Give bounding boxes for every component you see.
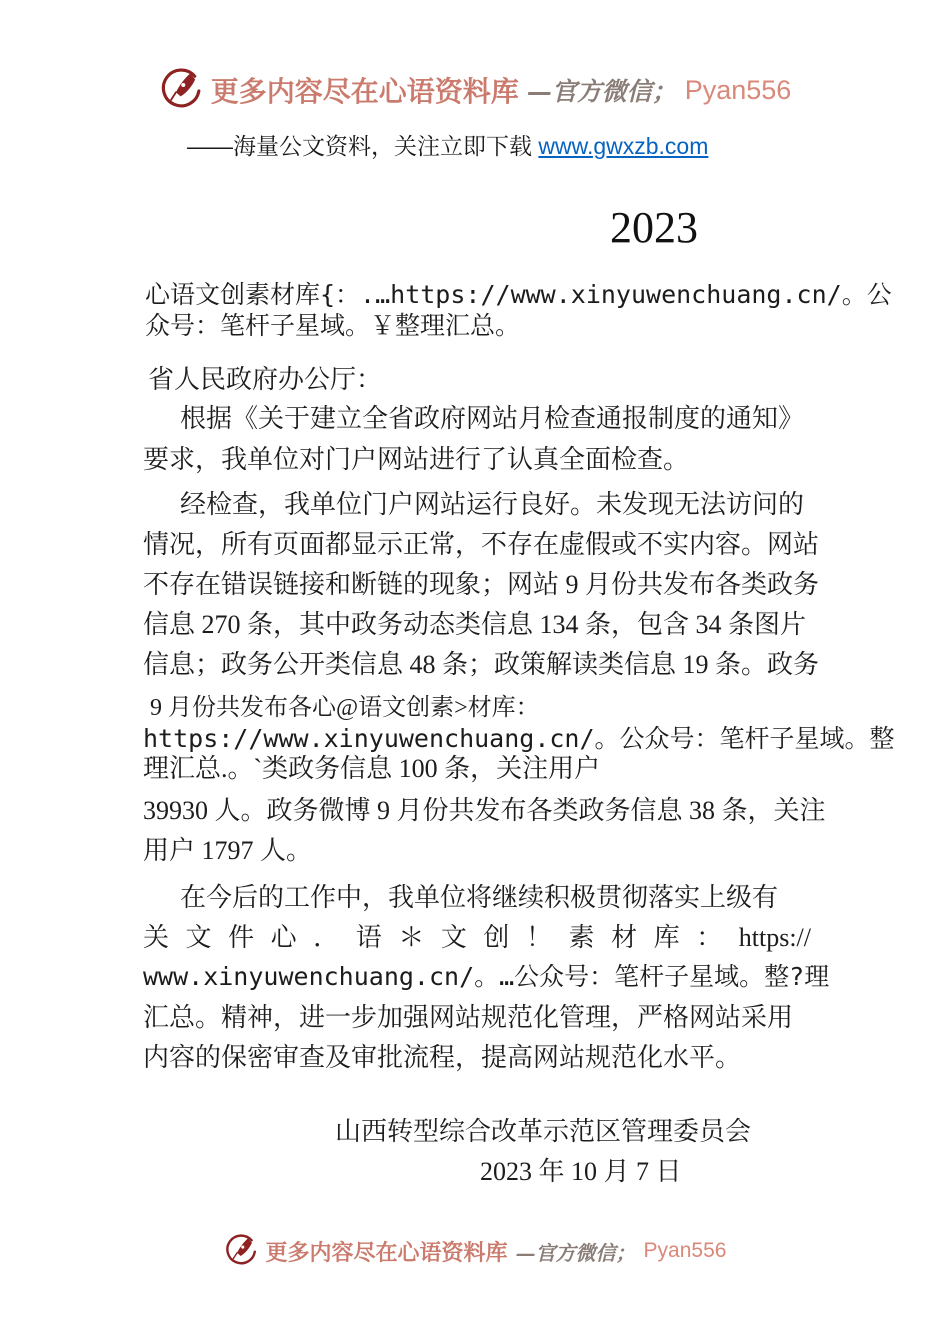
download-line-prefix: ——海量公文资料，关注立即下载	[187, 133, 539, 159]
promo-script-text: —官方微信；	[515, 1240, 636, 1265]
watermark-line-5: 关 文 件 心 ． 语 ＊ 文 创 ！ 素 材 库 ： https://	[143, 923, 811, 952]
header-promo-banner	[0, 68, 950, 112]
body-line: 用户 1797 人。	[143, 836, 313, 865]
body-line: 内容的保密审查及审批流程，提高网站规范化水平。	[143, 1043, 742, 1072]
body-line: 信息 270 条，其中政务动态类信息 134 条，包含 34 条图片	[143, 610, 807, 639]
body-line: 理汇总.。`类政务信息 100 条，关注用户	[143, 754, 601, 783]
footer-promo-banner	[0, 1234, 950, 1268]
body-line: 要求，我单位对门户网站进行了认真全面检查。	[143, 445, 690, 474]
body-line: 39930 人。政务微博 9 月份共发布各类政务信息 38 条，关注	[143, 796, 826, 825]
salutation-line: 省人民政府办公厅：	[148, 365, 383, 394]
promo-script-text: —官方微信；	[526, 77, 677, 106]
watermark-line-6: www.xinyuwenchuang.cn/。…公众号：笔杆子星域。整?理	[143, 962, 830, 991]
download-link[interactable]: www.gwxzb.com	[538, 133, 709, 159]
body-line: 情况，所有页面都显示正常，不存在虚假或不实内容。网站	[143, 530, 820, 559]
pen-nib-circle-logo-icon	[224, 1234, 258, 1268]
body-line: 信息；政务公开类信息 48 条；政策解读类信息 19 条。政务	[143, 650, 820, 679]
body-line: 经检查，我单位门户网站运行良好。未发现无法访问的	[180, 490, 805, 519]
signature-date: 2023 年 10 月 7 日	[480, 1157, 682, 1186]
body-line: 在今后的工作中，我单位将继续积极贯彻落实上级有	[180, 883, 779, 912]
page-title: 2023	[610, 203, 698, 252]
body-line: 汇总。精神，进一步加强网站规范化管理，严格网站采用	[143, 1003, 794, 1032]
watermark-line-2: 众号：笔杆子星域。￥整理汇总。	[145, 311, 521, 340]
promo-brand-text: 更多内容尽在心语资料库	[265, 1239, 508, 1265]
promo-wechat-id: Pyan556	[643, 1239, 727, 1262]
pen-nib-circle-logo-icon	[159, 68, 203, 112]
body-line: 根据《关于建立全省政府网站月检查通报制度的通知》	[180, 404, 805, 433]
watermark-line-3: 9 月份共发布各心@语文创素>材库：	[150, 695, 540, 721]
watermark-line-1: 心语文创素材库{：.…https://www.xinyuwenchuang.cn/。公	[145, 280, 892, 309]
watermark-line-4: https://www.xinyuwenchuang.cn/。公众号：笔杆子星域。整	[143, 724, 895, 753]
body-line: 不存在错误链接和断链的现象；网站 9 月份共发布各类政务	[143, 570, 820, 599]
signature-organization: 山西转型综合改革示范区管理委员会	[335, 1117, 752, 1146]
promo-brand-text: 更多内容尽在心语资料库	[210, 77, 519, 108]
promo-wechat-id: Pyan556	[684, 74, 792, 105]
download-line	[187, 128, 708, 161]
